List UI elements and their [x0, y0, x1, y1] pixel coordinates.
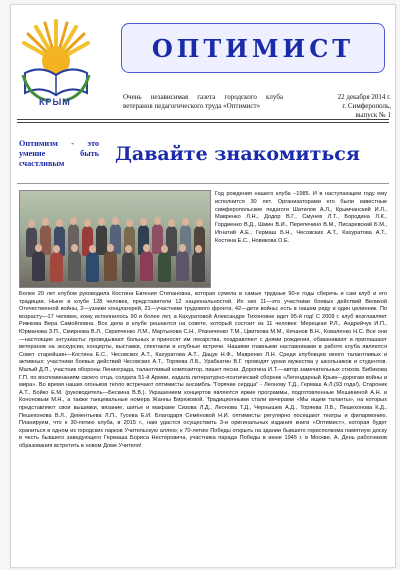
- group-photo: [19, 190, 211, 288]
- divider: [17, 183, 389, 184]
- issue-info: [291, 93, 391, 120]
- issue-date: 22 декабря 2014 г.: [337, 93, 391, 101]
- newspaper-subtitle: Очень независимая газета городского клуба ветеранов педагогического труда «Оптимист»: [123, 93, 283, 110]
- motto: Оптимизм - это умение быть счастливым: [19, 139, 99, 168]
- article-headline: Давайте знакомиться: [115, 143, 360, 165]
- intro-paragraph: Год рождения нашего клуба –1985. И в наступающем году ему исполнится 30 лет. Организаторами его были известные симферопольские педагоги Шатилов А.Л., Крымчанский И.Л., Мавренко Л.Н., Додор В.Г., Смунев Л.Т., Бородина Л.К., Гордиенко В.Д., Шмин В.И., Перепечино В.М., Писаревский Б.М., Игнатий А.Е., Гермаш Б.Н., Чесовских А.Т., Кахуратова А.Т., Костина Е.С., Новикова О.Е.: [215, 191, 387, 244]
- divider: [17, 119, 389, 120]
- newspaper-page: [10, 4, 396, 568]
- newspaper-title: ОПТИМИСТ: [151, 33, 355, 63]
- divider: [17, 122, 389, 123]
- newspaper-title-box: [121, 23, 385, 73]
- issue-city: г. Симферополь,: [342, 102, 391, 110]
- article-body: Более 20 лет клубом руководила Костина Евгения Степановна, которая сумела в самые трудные 90-е годы сберечь и сам клуб и его традиции. Ныне в клубе 128 человек, представители 12 национальностей. Их них 11—это участники боевых действий Великой Отечественной войны, 2—узники концлагерей, 21—участники трудового фронта, 42—дети войны; есть в нашем ряду и один целинник. По возрасту—17 человек, кому исполнилось 90 и более лет, а Кахуратовой Александре Тихоновне идет 95-й год! С 2009 г. клуб возглавляет Рижкова Вера Самойловна. Все дела в клубе решаются на совете, который состоит из 11 человек: Мерецкая Р.Л., Андрейчук И.П., Юрманова З.П., Смирнова В.Л., Скрипченко Л.М., Мартынова С.Н., Рязниченко Т.М., Цвиткова М.М., Кечанов В.Н., Коваленко Н.С. Все они—настоящие энтузиасты: проведывают больных и приносят им лекарства, поздравляют с днями рождения, обзванивают и приглашают ветеранов на экскурсии, концерты, выставки, спектакли и клубные встречи. Нашими главными наставниками в работе клуба являются Совет старейшин—Костина Е.С., Чесовских А.Т., Кахуратова А.Т., Дацук Н.Ф., Мавренко Л.Н. Среди клубовцев много талантливых и активных: участники боевых действий Чесовских А.Т., Торяева Л.Б., Урабкатин В.Г. проводят уроки мужества у школьников и студентов. Малый Д.П., участник обороны Ленинграда, талантливый композитор, пишет песни. Дорогина И.Т.—автор замечательных стихов. Бибикова Г.П. по воспоминаниям своего отца, солдата 51-й Армии, издала литературно-поэтический сборник «Легендарный Крым—дорогам войны и мира». Во время наших огоньков тепло встречают оптимисты ансамбль "Горячие сердца" - Леонову Т.Д., Гермаш А.Л.(93 года!), Староник А.Т., Бойко Е.М. (руководитель—Бескина В.В.). Украшением концертов являются яркие программы, подготовленные Мешининой А.Н. и Кононовым М.Н., а также танцевальные номера Жанны Бирюковой. Традиционными стали вечерами «Мы ищем таланты», на которых представляют свои вышивки, вязание, шитье и макраме Сизова Л.Д., Леонова Т.Д., Чернышев А.Д., Торяева Л.Б., Пешехонова К.Д., Пешехонова В.Л., Дементьева Л.П., Гусева Е.И. Благодаря Семёновой Н.И. оптимисты регулярно посещают театры и филармонию. Планируем, что к 30-летию клуба, в 2015 г., нам удастся осуществить 3-и оригинальных издания книги «Оптимист», которая будет храниться в одном из городских парков Учительскую аллею; к 70-летию Победы открыть на здании бывшего горисполкома памятную доску в честь бывшего заведующего Гермаша Бориса Нестеровича, участника парада Победы в июне 1945 г. в Москве. А. День работников образования встретить в новом Доме Учителя!: [19, 291, 387, 449]
- issue-number: выпуск № 1: [355, 111, 391, 119]
- logo-caption: КРЫМ: [39, 97, 71, 107]
